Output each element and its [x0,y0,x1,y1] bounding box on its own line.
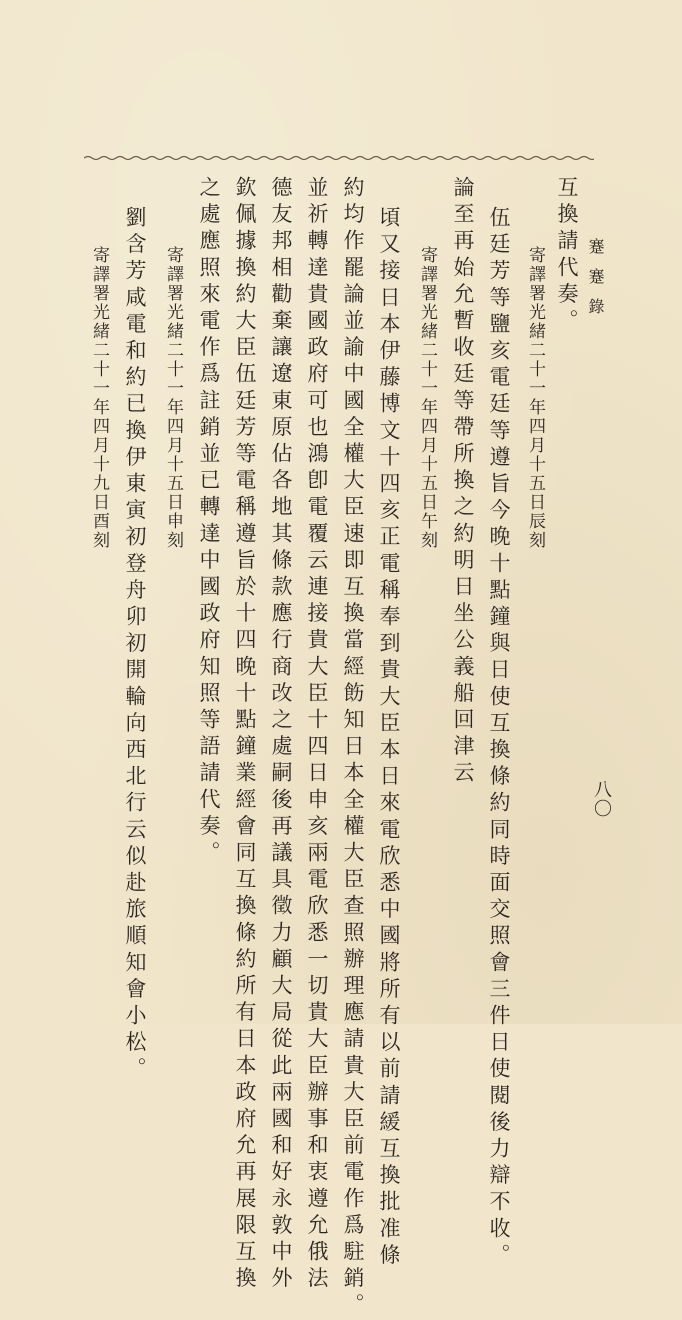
text-column: 伍廷芳等鹽亥電廷等遵旨今晚十點鐘與日使互換條約同時面交照會三件日使閱後力辯不收。 [487,206,511,1270]
text-column: 頃又接日本伊藤博文十四亥正電稱奉到貴大臣本日來電欣悉中國將所有以前請緩互換批准條 [377,206,401,1270]
text-column: 論至再始允暫收廷等帶所換之約明日坐公義船回津云 [451,176,475,788]
dispatch-header: 寄譯署光緒二十一年四月十五日辰刻 [525,246,545,550]
text-column: 並祈轉達貴國政府可也鴻卽電覆云連接貴大臣十四日申亥兩電欣悉一切貴大臣辦事和衷遵允俄法 [305,176,329,1294]
text-column: 劉含芳咸電和約已換伊東寅初登舟卯初開輪向西北行云似赴旅順知會小松。 [123,206,147,1084]
book-title-header: 蹇蹇錄 [586,238,605,328]
text-column: 欽佩據換約大臣伍廷芳等電稱遵旨於十四晚十點鐘業經會同互換條約所有日本政府允再展限互換 [233,176,257,1294]
page-number: 八〇 [591,780,612,818]
dispatch-header: 寄譯署光緒二十一年四月十五日申刻 [163,246,183,550]
wavy-divider [84,152,594,164]
text-column: 互換請代奏。 [555,176,579,336]
text-column: 約均作罷論並諭中國全權大臣速即互換當經飭知日本全權大臣查照辦理應請貴大臣前電作爲駐銷。 [341,176,365,1320]
dispatch-header: 寄譯署光緒二十一年四月十九日酉刻 [89,246,109,550]
text-column: 德友邦相勸棄讓遼東原佔各地其條款應行商改之處嗣後再議具徵力顧大局從此兩國和好永敦中外 [269,176,293,1294]
text-column: 之處應照來電作爲註銷並已轉達中國政府知照等語請代奏。 [197,176,221,868]
dispatch-header: 寄譯署光緒二十一年四月十五日午刻 [417,246,437,550]
